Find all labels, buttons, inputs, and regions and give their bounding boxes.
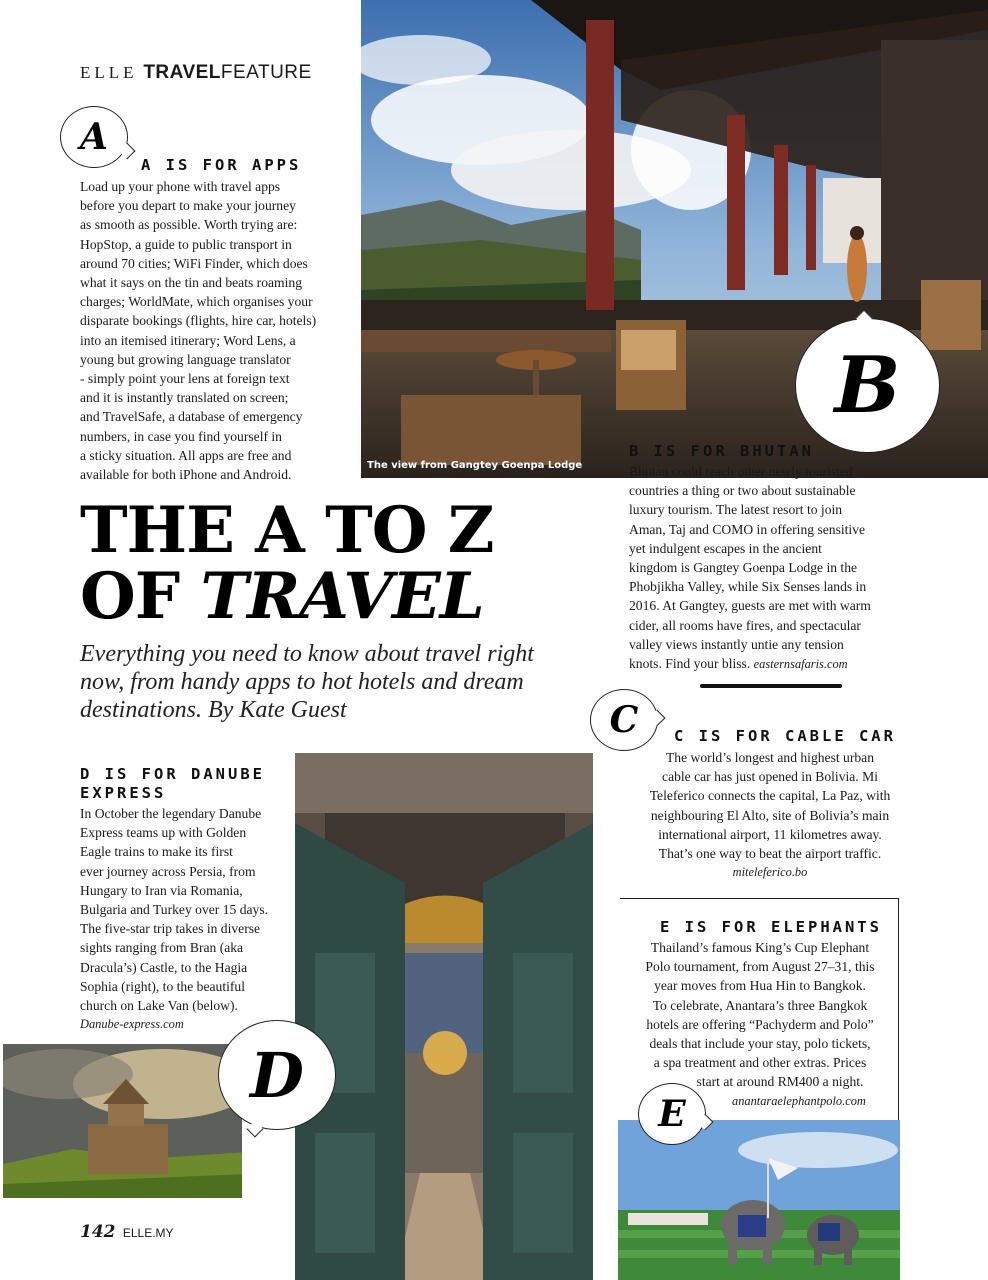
brush-divider [700, 684, 842, 688]
letter-d-bubble [218, 1020, 336, 1130]
elephant-polo-illustration [618, 1120, 900, 1280]
letter-e-bubble [638, 1083, 706, 1145]
letter-b: B [834, 340, 901, 431]
bubble-tail [649, 710, 666, 727]
church-illustration [3, 1044, 245, 1201]
section-c-heading: C IS FOR CABLE CAR [674, 727, 896, 745]
section-a-body: Load up your phone with travel apps before you depart to make your journey as smooth as possible. Worth trying are: HopStop, a guide to public transport in around 70 cities; WiFi Finder, which does what it says on the tin and beats roaming charges; WorldMate, which organises your disparate bookings (flights, hire car, hotels) into an itemised itinerary; Word Lens, a young but growing language translator - simply point your lens at foreign text and it is instantly translated on screen; and TravelSafe, a database of emergency numbers, in case you find yourself in a sticky situation. All apps are free and available for both iPhone and Android. [80, 179, 317, 483]
section-e-heading: E IS FOR ELEPHANTS [660, 918, 882, 936]
site-name: ELLE.MY [122, 1226, 174, 1240]
danube-url: Danube-express.com [80, 1017, 184, 1032]
hagia-sophia-illustration [295, 753, 593, 1280]
letter-d: D [250, 1038, 304, 1112]
section-label: TRAVEL [143, 62, 221, 83]
page-footer [80, 1222, 174, 1242]
section-e-frame-top [620, 898, 899, 899]
photo-caption: The view from Gangtey Goenpa Lodge [367, 460, 583, 471]
section-b-body: Bhutan could teach other newly touristed countries a thing or two about sustainable luxury tourism. The latest resort to join Aman, Taj and COMO in offering sensitive yet indulgent escapes in the ancient kingdom is Gangtey Goenpa Lodge in the Phobjikha Valley, while Six Senses lands in 2016. At Gangtey, guests are met with warm cider, all rooms have fires, and spectacular valley views instantly untie any tension knots. Find your bliss. easternsafaris.com [629, 464, 871, 672]
section-d-heading: D IS FOR DANUBE EXPRESS [80, 765, 265, 802]
section-b-heading: B IS FOR BHUTAN [629, 442, 814, 460]
letter-c: C [609, 699, 639, 741]
elephant-url: anantaraelephantpolo.com [732, 1094, 866, 1108]
letter-a: A [80, 116, 108, 158]
letter-a-bubble [60, 106, 128, 168]
title-line-1: THE A TO Z [80, 493, 494, 568]
feature-title [80, 493, 494, 634]
elephant-polo-photo [618, 1120, 900, 1280]
page-number: 142 [80, 1222, 116, 1242]
bubble-tail [247, 1121, 264, 1138]
lake-van-church-photo [0, 1041, 245, 1201]
bhutan-url: easternsafaris.com [753, 657, 848, 672]
section-e-frame [898, 898, 899, 1120]
section-e-body: Thailand’s famous King’s Cup Elephant Polo tournament, from August 27–31, this year moves from Hua Hin to Bangkok. To celebrate, Anantara’s three Bangkok hotels are offering “Pachyderm and Polo” deals that include your stay, polo tickets, a spa treatment and other extras. Prices start at around RM400 a night. [645, 940, 875, 1090]
magazine-header [80, 62, 312, 84]
letter-c-bubble [590, 689, 658, 751]
section-c-body: The world’s longest and highest urban cable car has just opened in Bolivia. Mi Teleferico connects the capital, La Paz, with neighbouring El Alto, site of Bolivia’s main international airport, 11 kilometres away. That’s one way to beat the airport traffic. miteleferico.bo [625, 748, 915, 882]
cable-car-url: miteleferico.bo [732, 865, 808, 880]
section-a-heading: A IS FOR APPS [141, 156, 302, 174]
bubble-tail [119, 143, 136, 160]
section-d-body: In October the legendary Danube Express teams up with Golden Eagle trains to make its first ever journey across Persia, from Hungary to Iran via Romania, Bulgaria and Turkey over 15 days. The five-star trip takes in diverse sights ranging from Bran (aka Dracula’s) Castle, to the Hagia Sophia (right), to the beautiful church on Lake Van (below). Danube-express.com [80, 804, 295, 1034]
feature-label: FEATURE [220, 62, 312, 83]
brand-logo: ELLE [80, 63, 138, 82]
letter-b-bubble [795, 318, 940, 453]
title-line-2: OF TRAVEL [80, 559, 484, 634]
letter-e: E [658, 1093, 686, 1135]
hagia-sophia-photo [295, 753, 593, 1280]
feature-subtitle: Everything you need to know about travel right now, from handy apps to hot hotels and dream destinations. By Kate Guest [80, 641, 534, 723]
